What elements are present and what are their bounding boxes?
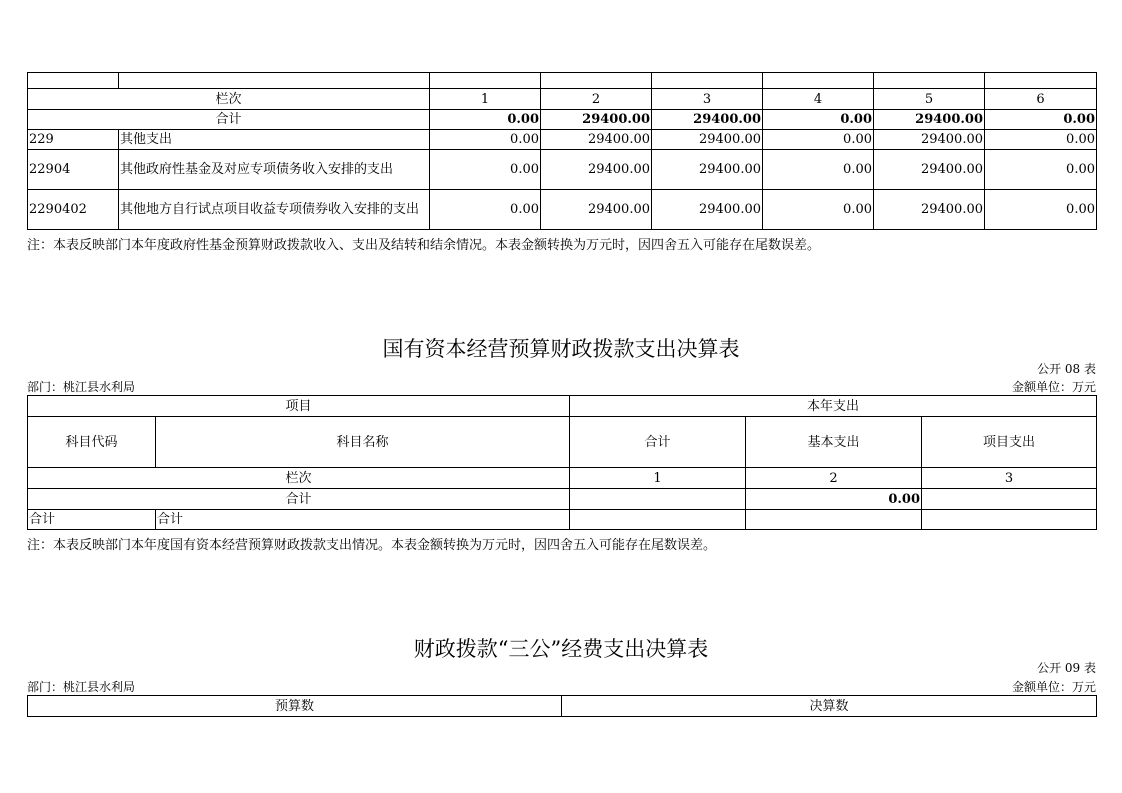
row-value: 0.00 bbox=[985, 130, 1097, 150]
col-subject-name: 科目名称 bbox=[156, 417, 570, 468]
col-project: 项目支出 bbox=[922, 417, 1097, 468]
row-value: 0.00 bbox=[985, 190, 1097, 230]
col-number: 6 bbox=[985, 89, 1097, 110]
table-row bbox=[28, 190, 1097, 230]
col-number: 1 bbox=[430, 89, 541, 110]
col-number: 1 bbox=[570, 468, 746, 489]
row-code: 合计 bbox=[28, 510, 156, 530]
table08-title: 国有资本经营预算财政拨款支出决算表 bbox=[382, 337, 740, 361]
row-value: 0.00 bbox=[430, 190, 541, 230]
table08-unit: 金额单位：万元 bbox=[1011, 380, 1096, 394]
total-value: 0.00 bbox=[985, 110, 1097, 130]
table08-form-no: 公开 08 表 bbox=[1037, 362, 1096, 376]
lanci-row bbox=[28, 468, 1097, 489]
table08-department: 部门：桃江县水利局 bbox=[27, 380, 136, 394]
row-value: 0.00 bbox=[763, 150, 874, 190]
table-spacer-row bbox=[28, 73, 1097, 89]
subject-name: 其他地方自行试点项目收益专项债券收入安排的支出 bbox=[119, 190, 430, 230]
subject-code: 229 bbox=[28, 130, 119, 150]
row-value: 29400.00 bbox=[652, 150, 763, 190]
header-current-expense: 本年支出 bbox=[570, 396, 1097, 417]
lanci-label: 栏次 bbox=[28, 468, 570, 489]
fund-budget-table bbox=[27, 72, 1097, 230]
col-number: 4 bbox=[763, 89, 874, 110]
lanci-row bbox=[28, 89, 1097, 110]
col-budget: 预算数 bbox=[28, 696, 562, 717]
table09-title: 财政拨款“三公”经费支出决算表 bbox=[413, 637, 709, 661]
row-value: 29400.00 bbox=[652, 130, 763, 150]
total-label: 合计 bbox=[28, 489, 570, 510]
row-value: 29400.00 bbox=[541, 150, 652, 190]
total-value: 29400.00 bbox=[874, 110, 985, 130]
total-value: 29400.00 bbox=[541, 110, 652, 130]
state-capital-table bbox=[27, 395, 1097, 530]
row-value: 0.00 bbox=[763, 130, 874, 150]
col-number: 3 bbox=[652, 89, 763, 110]
col-number: 5 bbox=[874, 89, 985, 110]
row-value: 0.00 bbox=[430, 130, 541, 150]
row-value: 29400.00 bbox=[874, 130, 985, 150]
total-label: 合计 bbox=[28, 110, 430, 130]
subject-name: 其他支出 bbox=[119, 130, 430, 150]
col-number: 3 bbox=[922, 468, 1097, 489]
table-row bbox=[28, 130, 1097, 150]
col-number: 2 bbox=[541, 89, 652, 110]
header-row bbox=[28, 696, 1097, 717]
row-value: 29400.00 bbox=[541, 130, 652, 150]
col-final: 决算数 bbox=[562, 696, 1097, 717]
table09-form-no: 公开 09 表 bbox=[1037, 661, 1096, 675]
header-item: 项目 bbox=[28, 396, 570, 417]
total-value: 0.00 bbox=[430, 110, 541, 130]
total-basic-value: 0.00 bbox=[746, 489, 922, 510]
three-public-table bbox=[27, 695, 1097, 717]
total-value: 29400.00 bbox=[652, 110, 763, 130]
row-name: 合计 bbox=[156, 510, 570, 530]
table09-unit: 金额单位：万元 bbox=[1011, 680, 1096, 694]
row-value: 0.00 bbox=[985, 150, 1097, 190]
col-number: 2 bbox=[746, 468, 922, 489]
table-row bbox=[28, 510, 1097, 530]
col-basic: 基本支出 bbox=[746, 417, 922, 468]
lanci-label: 栏次 bbox=[28, 89, 430, 110]
table08-note: 注：本表反映部门本年度国有资本经营预算财政拨款支出情况。本表金额转换为万元时，因四舍五入可能存在尾数误差。 bbox=[27, 538, 717, 553]
subject-code: 2290402 bbox=[28, 190, 119, 230]
row-value: 29400.00 bbox=[874, 150, 985, 190]
total-row bbox=[28, 489, 1097, 510]
table-row bbox=[28, 150, 1097, 190]
table07-note: 注：本表反映部门本年度政府性基金预算财政拨款收入、支出及结转和结余情况。本表金额转换为万元时，因四舍五入可能存在尾数误差。 bbox=[27, 238, 821, 253]
subject-name: 其他政府性基金及对应专项债务收入安排的支出 bbox=[119, 150, 430, 190]
col-subject-code: 科目代码 bbox=[28, 417, 156, 468]
total-value: 0.00 bbox=[763, 110, 874, 130]
column-header-row bbox=[28, 417, 1097, 468]
row-value: 0.00 bbox=[763, 190, 874, 230]
subject-code: 22904 bbox=[28, 150, 119, 190]
row-value: 0.00 bbox=[430, 150, 541, 190]
table09-department: 部门：桃江县水利局 bbox=[27, 680, 136, 694]
row-value: 29400.00 bbox=[652, 190, 763, 230]
header-row bbox=[28, 396, 1097, 417]
row-value: 29400.00 bbox=[874, 190, 985, 230]
total-row bbox=[28, 110, 1097, 130]
col-total: 合计 bbox=[570, 417, 746, 468]
row-value: 29400.00 bbox=[541, 190, 652, 230]
